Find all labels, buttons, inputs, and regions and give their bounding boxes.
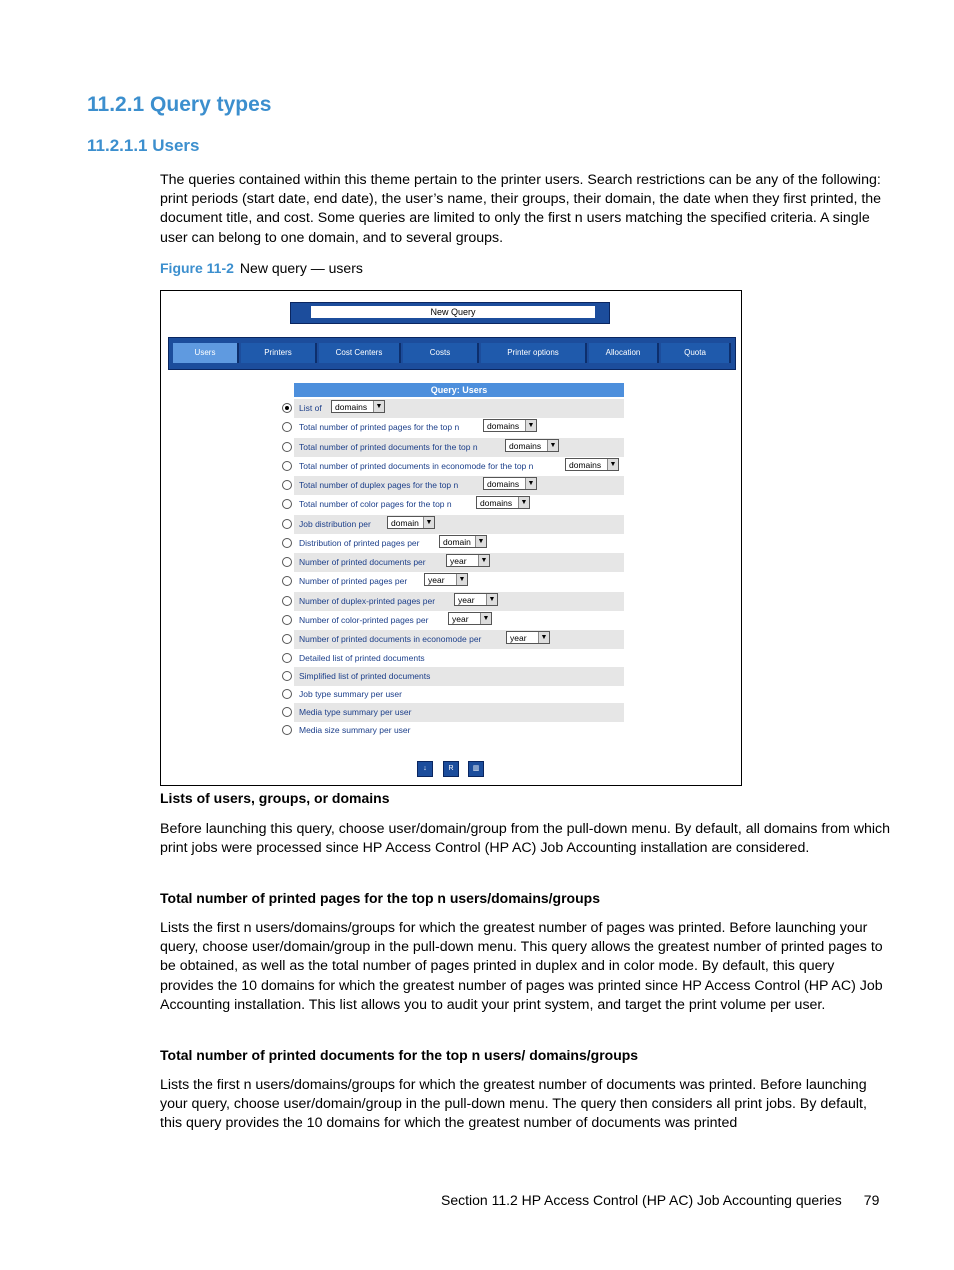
section-body: Lists the first n users/domains/groups for which the greatest number of pages was printed. Before launching your query, choose user/domain/group in the pull-down menu. This query allows the greatest number of printed pages to be obtained, as well as the total number of pages printed in duplex and in color mode. By default, this query provides the 10 domains for which the greatest number of pages was printed since HP Access Control (HP AC) Job Accounting installation. This list allows you to audit your print system, and target the print volume per user. [160,920,883,1013]
dropdown-select[interactable] [505,439,559,452]
query-label: Total number of printed documents for the top n [299,442,478,452]
chevron-down-icon: ▼ [525,420,536,431]
chevron-down-icon: ▼ [486,594,497,605]
tab-costs[interactable]: Costs [403,343,479,363]
query-row[interactable] [271,457,624,476]
section-title: Total number of printed pages for the top n users/domains/groups [160,890,600,906]
tab-printer-options[interactable]: Printer options [481,343,587,363]
query-row[interactable] [271,438,624,457]
dropdown-select[interactable] [446,554,490,567]
section-heading: 11.2.1 Query types [87,93,272,116]
new-query-screenshot [160,290,742,786]
query-label: Total number of printed documents in economode for the top n [299,461,534,471]
dropdown-value: domains [569,460,602,470]
section-body: Before launching this query, choose user/domain/group from the pull-down menu. By default, all domains from which print jobs were processed since HP Access Control (HP AC) Job Accounting installation are considered. [160,821,890,857]
query-row[interactable] [271,572,624,591]
query-row[interactable] [271,592,624,611]
dropdown-select[interactable] [476,496,530,509]
dropdown-select[interactable] [331,400,385,413]
figure-caption-text: New query — users [239,260,363,276]
chevron-down-icon: ▼ [547,440,558,451]
radio-button[interactable] [282,499,292,509]
query-row[interactable] [271,649,624,668]
dropdown-select[interactable] [483,419,537,432]
query-label: List of [299,403,322,413]
dropdown-select[interactable] [483,477,537,490]
chevron-down-icon: ▼ [607,459,618,470]
tab-printers[interactable]: Printers [241,343,317,363]
radio-button[interactable] [282,707,292,717]
figure-caption [160,260,363,276]
dropdown-select[interactable] [424,573,468,586]
figure-label: Figure 11-2 [160,260,234,276]
query-label: Media type summary per user [299,707,412,717]
dropdown-value: year [428,575,445,585]
query-row[interactable] [271,418,624,437]
new-query-title-bar [290,302,610,324]
dropdown-value: year [450,556,467,566]
radio-button[interactable] [282,442,292,452]
query-row[interactable] [271,553,624,572]
tab-cost-centers[interactable]: Cost Centers [319,343,401,363]
run-query-icon[interactable]: ↓ [417,761,433,777]
page-footer [441,1192,879,1208]
dropdown-value: domains [335,402,368,412]
page-number: 79 [863,1192,880,1208]
dropdown-select[interactable] [454,593,498,606]
tab-users[interactable]: Users [173,343,239,363]
query-label: Job distribution per [299,519,371,529]
query-row[interactable] [271,685,624,704]
query-label: Simplified list of printed documents [299,671,431,681]
dropdown-value: domains [509,441,542,451]
dropdown-value: domains [480,498,513,508]
radio-button[interactable] [282,480,292,490]
radio-button[interactable] [282,689,292,699]
radio-button[interactable] [282,671,292,681]
query-label: Number of printed pages per [299,576,408,586]
query-row[interactable] [271,611,624,630]
chevron-down-icon: ▼ [373,401,384,412]
query-label: Total number of printed pages for the top n [299,422,460,432]
query-row[interactable] [271,399,624,418]
radio-button[interactable] [282,634,292,644]
subsection-heading: 11.2.1.1 Users [87,136,200,155]
radio-button[interactable] [282,461,292,471]
dropdown-select[interactable] [387,516,435,529]
dropdown-value: domain [443,537,471,547]
radio-button[interactable] [282,519,292,529]
table-icon[interactable]: ▥ [468,761,484,777]
query-label: Total number of duplex pages for the top n [299,480,459,490]
section-title: Lists of users, groups, or domains [160,790,390,806]
radio-button[interactable] [282,403,292,413]
chevron-down-icon: ▼ [480,613,491,624]
radio-button[interactable] [282,538,292,548]
radio-button[interactable] [282,653,292,663]
export-icon[interactable]: R [443,761,459,777]
tab-quota[interactable]: Quota [661,343,731,363]
dropdown-select[interactable] [439,535,487,548]
section-title: Total number of printed documents for the top n users/ domains/groups [160,1047,639,1063]
query-label: Number of duplex-printed pages per [299,596,436,606]
radio-button[interactable] [282,557,292,567]
chevron-down-icon: ▼ [456,574,467,585]
dropdown-value: year [458,595,475,605]
query-label: Detailed list of printed documents [299,653,425,663]
tab-allocation[interactable]: Allocation [589,343,659,363]
new-query-title: New Query [311,306,595,318]
query-label: Media size summary per user [299,725,411,735]
dropdown-value: domains [487,421,520,431]
footer-section: Section 11.2 HP Access Control (HP AC) Job Accounting queries [441,1192,842,1208]
query-row[interactable] [271,703,624,722]
chevron-down-icon: ▼ [478,555,489,566]
query-users-header: Query: Users [294,383,624,397]
intro-paragraph: The queries contained within this theme pertain to the printer users. Search restrictions can be any of the following: print periods (start date, end date), the user’s name, their groups, their domain, the date when they first printed, the document title, and cost. Some queries are limited to only the first n users matching the specified criteria. A single user can belong to one domain, and to several groups. [160,172,882,246]
dropdown-value: domain [391,518,419,528]
query-label: Number of color-printed pages per [299,615,429,625]
query-label: Number of printed documents per [299,557,426,567]
dropdown-value: year [510,633,527,643]
query-row[interactable] [271,515,624,534]
section-body: Lists the first n users/domains/groups for which the greatest number of documents was printed. Before launching your query, choose user/domain/group in the pull-down menu. The query then considers all print jobs. By default, this query provides the 10 domains for which the greatest number of documents was printed [160,1077,867,1132]
query-row[interactable] [271,476,624,495]
chevron-down-icon: ▼ [538,632,549,643]
radio-button[interactable] [282,422,292,432]
query-label: Job type summary per user [299,689,402,699]
dropdown-select[interactable] [506,631,550,644]
dropdown-select[interactable] [448,612,492,625]
chevron-down-icon: ▼ [475,536,486,547]
radio-button[interactable] [282,596,292,606]
query-row[interactable] [271,495,624,514]
query-row[interactable] [271,721,624,740]
query-label: Total number of color pages for the top n [299,499,452,509]
radio-button[interactable] [282,725,292,735]
radio-button[interactable] [282,576,292,586]
query-tabs [168,337,736,370]
dropdown-value: year [452,614,469,624]
chevron-down-icon: ▼ [423,517,434,528]
query-row[interactable] [271,630,624,649]
query-label: Distribution of printed pages per [299,538,420,548]
chevron-down-icon: ▼ [525,478,536,489]
query-row[interactable] [271,534,624,553]
dropdown-value: domains [487,479,520,489]
radio-button[interactable] [282,615,292,625]
query-label: Number of printed documents in economode per [299,634,482,644]
chevron-down-icon: ▼ [518,497,529,508]
dropdown-select[interactable] [565,458,619,471]
query-row[interactable] [271,667,624,686]
